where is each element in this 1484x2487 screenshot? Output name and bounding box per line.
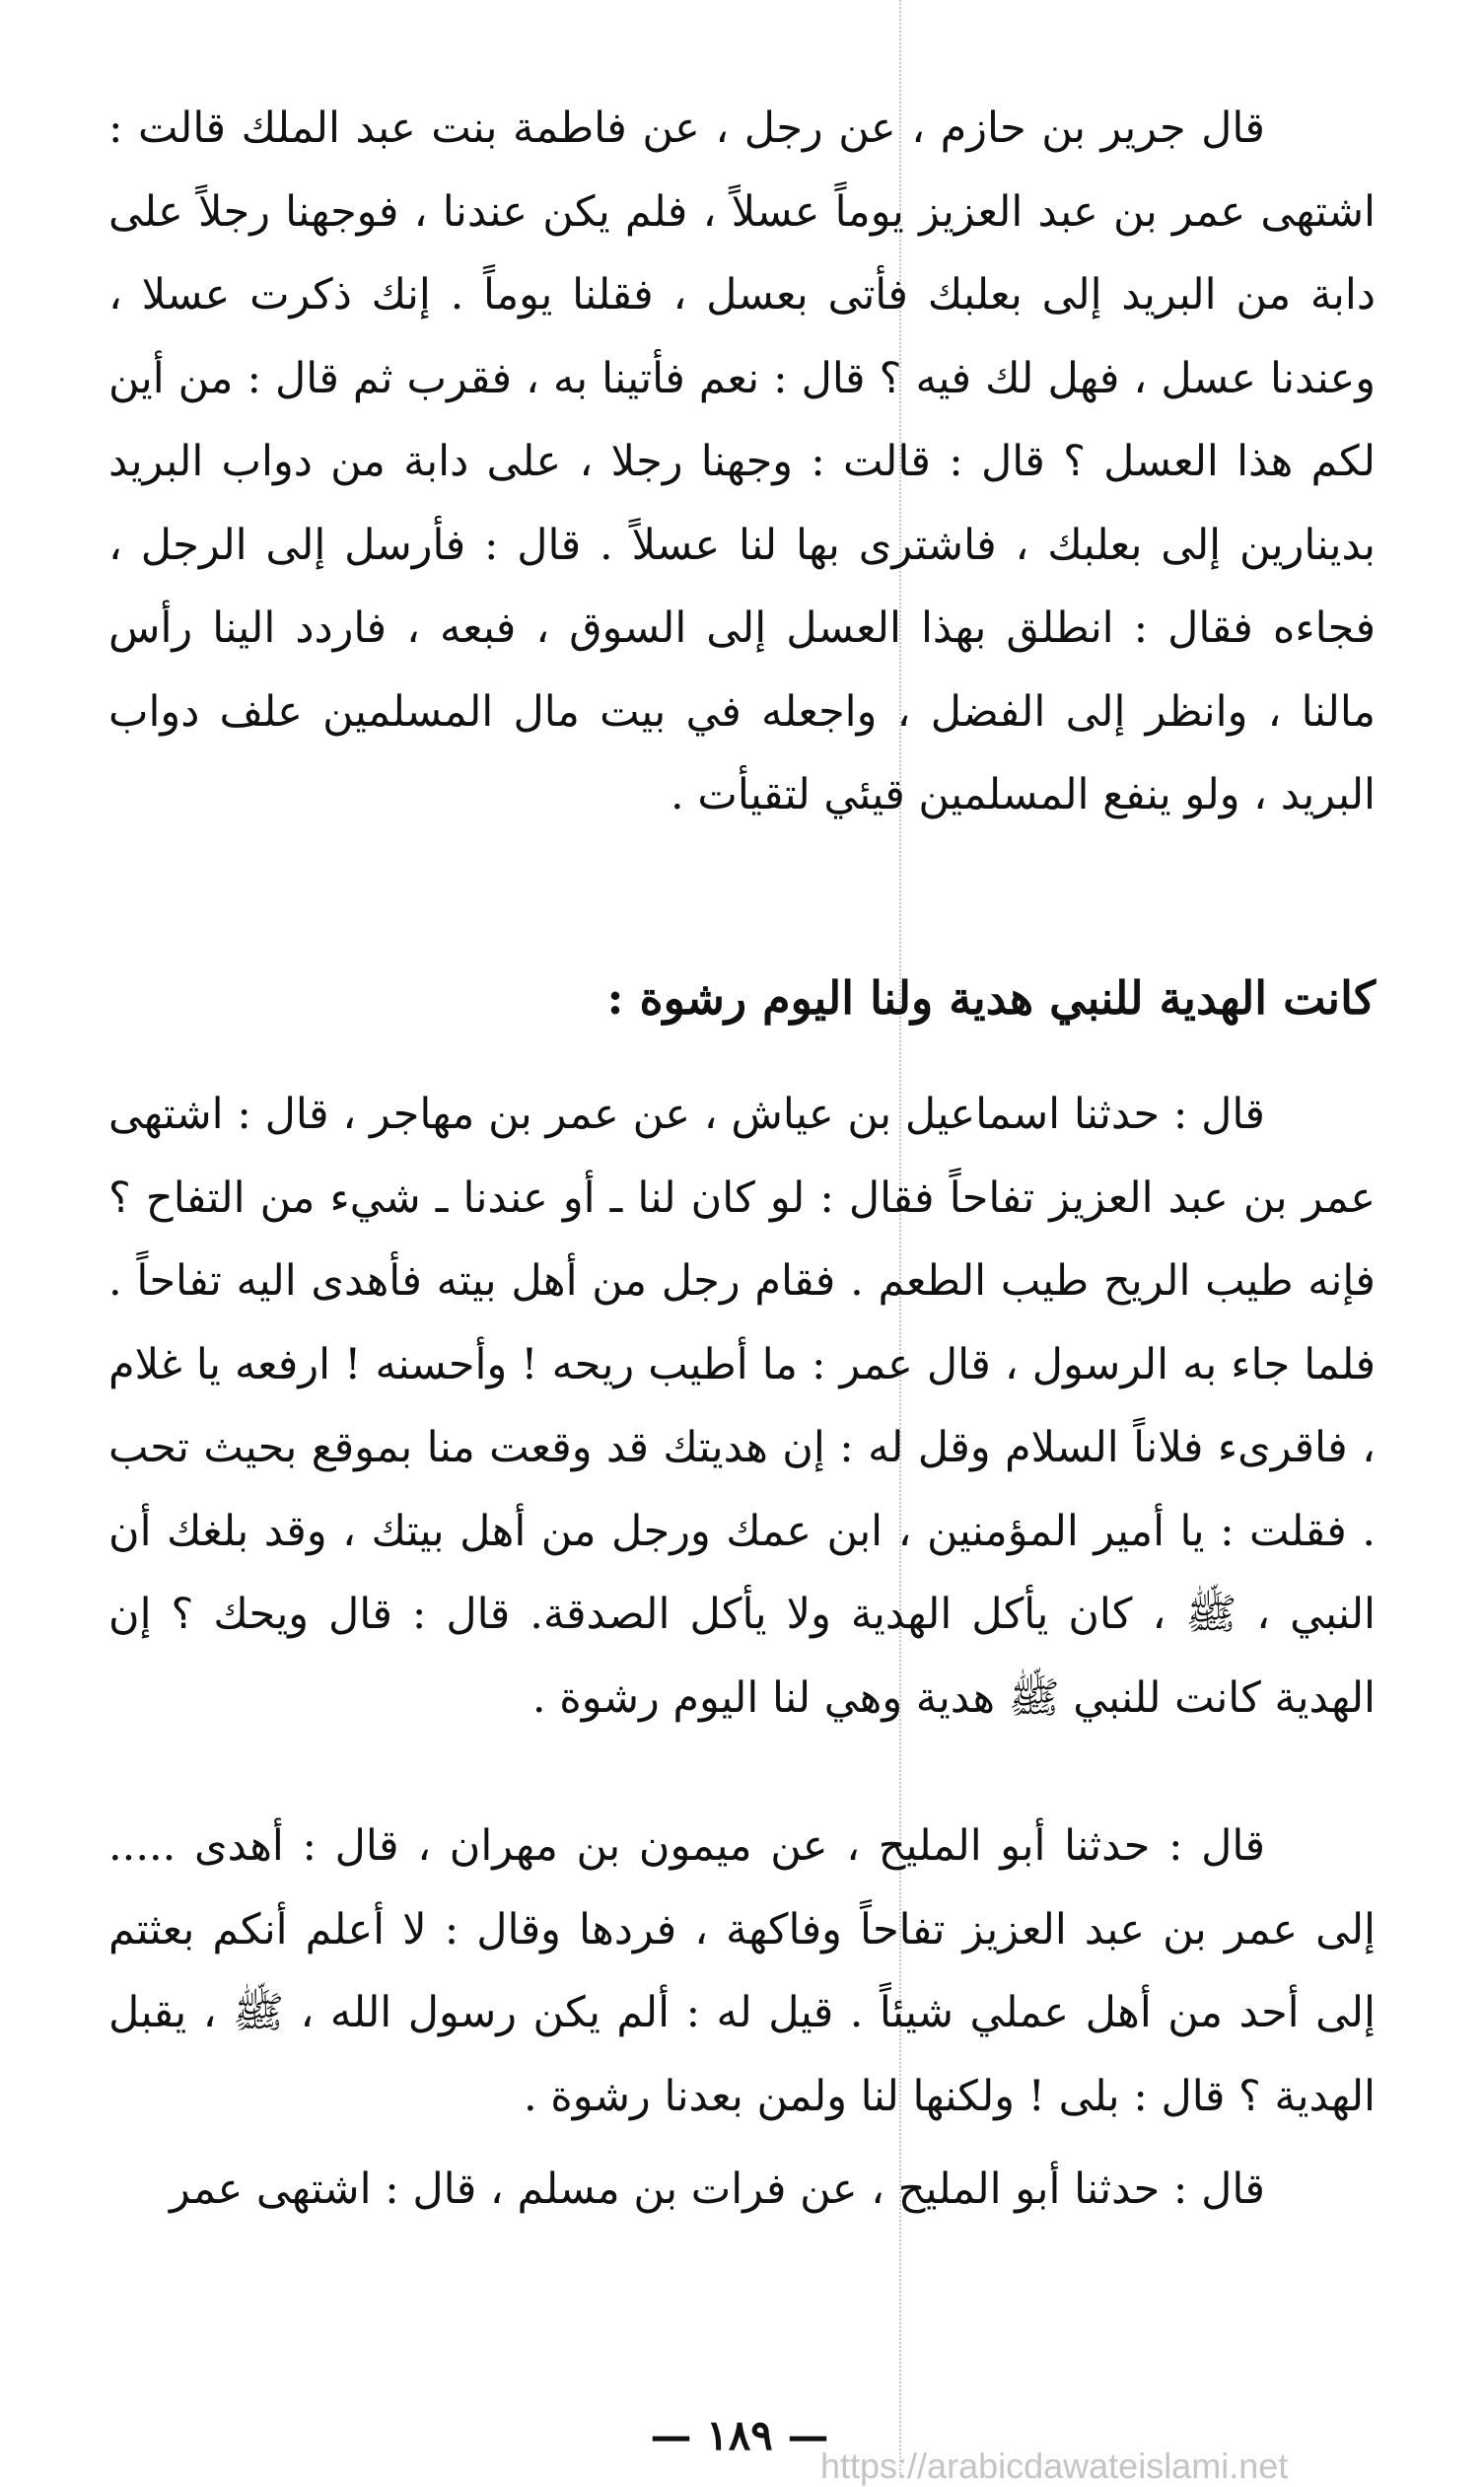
watermark-url: https://arabicdawateislami.net	[820, 2446, 1289, 2486]
paragraph-honey: قال جرير بن حازم ، عن رجل ، عن فاطمة بنت عبد الملك قالت : اشتهى عمر بن عبد العزيز يوماً عسلاً ، فلم يكن عندنا ، فوجهنا رجلاً على دابة من البريد إلى بعلبك فأتى بعسل ، فقلنا يوماً . إنك ذكرت عسلا ، وعندنا عسل ، فهل لك فيه ؟ قال : نعم فأتينا به ، فقرب ثم قال : من أين لكم هذا العسل ؟ قال : قالت : وجهنا رجلا ، على دابة من دواب البريد بدينارين إلى بعلبك ، فاشترى بها لنا عسلاً . قال : فأرسل إلى الرجل ، فجاءه فقال : انطلق بهذا العسل إلى السوق ، فبعه ، فاردد الينا رأس مالنا ، وانظر إلى الفضل ، واجعله في بيت مال المسلمين علف دواب البريد ، ولو ينفع المسلمين قيئي لتقيأت .	[108, 104, 1376, 819]
paragraph-apples: قال : حدثنا اسماعيل بن عياش ، عن عمر بن مهاجر ، قال : اشتهى عمر بن عبد العزيز تفاحاً فقال : لو كان لنا ـ أو عندنا ـ شيء من التفاح ؟ فإنه طيب الريح طيب الطعم . فقام رجل من أهل بيته فأهدى اليه تفاحاً . فلما جاء به الرسول ، قال عمر : ما أطيب ريحه ! وأحسنه ! ارفعه يا غلام ، فاقرىء فلاناً السلام وقل له : إن هديتك قد وقعت منا بموقع بحيث تحب . فقلت : يا أمير المؤمنين ، ابن عمك ورجل من أهل بيتك ، وقد بلغك أن النبي ، ﷺ ، كان يأكل الهدية ولا يأكل الصدقة. قال : قال ويحك ؟ إن الهدية كانت للنبي ﷺ هدية وهي لنا اليوم رشوة .	[108, 1090, 1376, 1723]
paragraph-continuation: قال : حدثنا أبو المليح ، عن فرات بن مسلم ، قال : اشتهى عمر	[170, 2165, 1265, 2214]
body-section-3	[108, 1805, 1376, 2138]
body-section-4	[108, 2148, 1376, 2232]
body-section-2	[108, 1073, 1376, 1740]
page-number: — ١٨٩ —	[650, 2411, 829, 2459]
body-section-1	[108, 87, 1376, 837]
paragraph-gift: قال : حدثنا أبو المليح ، عن ميمون بن مهران ، قال : أهدى ..... إلى عمر بن عبد العزيز تفاحاً وفاكهة ، فردها وقال : لا أعلم أنكم بعثتم إلى أحد من أهل عملي شيئاً . قيل له : ألم يكن رسول الله ، ﷺ ، يقبل الهدية ؟ قال : بلى ! ولكنها لنا ولمن بعدنا رشوة .	[108, 1821, 1376, 2121]
section-heading: كانت الهدية للنبي هدية ولنا اليوم رشوة :	[606, 971, 1376, 1025]
